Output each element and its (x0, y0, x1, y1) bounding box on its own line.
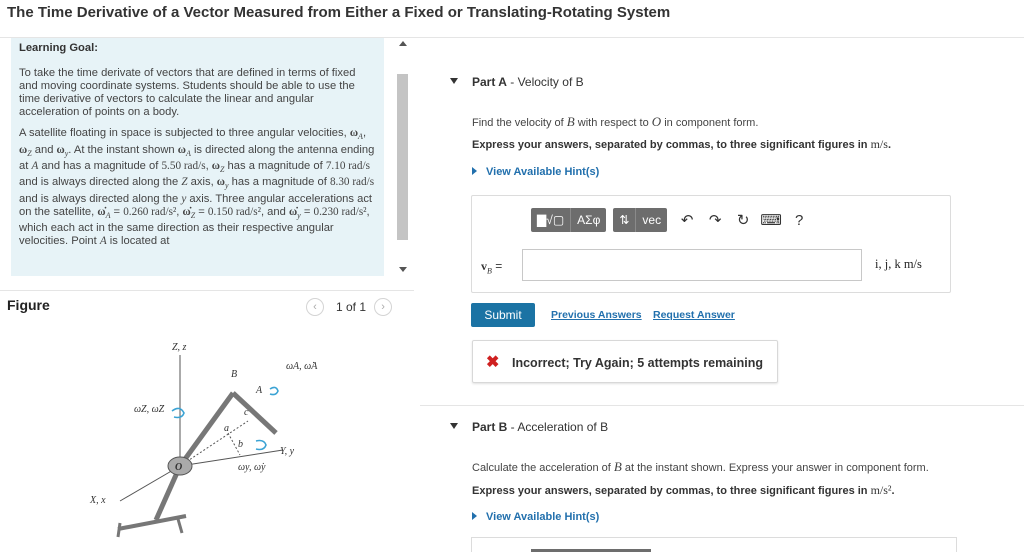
part-b-express: Express your answers, separated by commas, to three significant figures in m/s². (472, 483, 895, 497)
part-divider (420, 405, 1024, 406)
vec-button[interactable]: vec (642, 213, 662, 227)
part-b-hint-link[interactable]: View Available Hint(s) (472, 511, 599, 523)
part-a-express: Express your answers, separated by commas, to three significant figures in m/s. (472, 137, 891, 151)
omega-a-value: 5.50 rad/s (161, 160, 206, 173)
answer-unit: i, j, k m/s (875, 257, 922, 271)
page-title: The Time Derivative of a Vector Measured from Either a Fixed or Translating-Rotating System (7, 4, 671, 21)
chevron-right-icon[interactable]: › (374, 298, 392, 316)
answer-input[interactable] (522, 249, 862, 281)
panel-divider (0, 290, 414, 291)
collapse-triangle-icon[interactable] (450, 423, 458, 429)
learning-goal-heading: Learning Goal: (19, 42, 98, 54)
goal-scrollbar[interactable] (396, 38, 410, 276)
caret-right-icon (472, 512, 477, 520)
antenna-arm (233, 393, 276, 433)
scroll-thumb[interactable] (397, 74, 408, 240)
chevron-left-icon[interactable]: ‹ (306, 298, 324, 316)
error-x-icon: ✖ (486, 354, 500, 371)
feedback-box (472, 340, 778, 383)
request-answer-link[interactable]: Request Answer (653, 309, 735, 321)
alpha-a-value: 0.260 rad/s² (123, 205, 177, 218)
answer-label: $v_B$ = (481, 259, 503, 276)
dim-a-label: a (224, 423, 229, 434)
satellite-figure (78, 333, 338, 538)
part-b-header[interactable]: Part B - Acceleration of B (450, 420, 608, 434)
dim-c-label: c (244, 407, 249, 418)
part-a-instruction: Find the velocity of B with respect to O in component form. (472, 114, 759, 129)
omega-z-label: ωZ, ω̇Z (134, 404, 165, 415)
scroll-up-icon[interactable] (399, 41, 407, 46)
z-axis-label: Z, z (172, 342, 187, 353)
sort-button[interactable]: ⇅ (613, 208, 636, 232)
y-axis-line (180, 450, 283, 466)
part-a-hint-link[interactable]: View Available Hint(s) (472, 166, 599, 178)
lower-tick (178, 519, 182, 533)
undo-icon[interactable]: ↶ (680, 212, 694, 229)
problem-statement: A satellite floating in space is subjected to three angular velocities, $\omega_A$, $\omega_Z$ and $\omega_y$. At the instant shown $\omega_A$ is directed along the antenna ending at A and has a magnitude of 5.50 rad/s, $\omega_Z$ has a magnitude of 7.10 rad/s and is always directed along the Z axis, $\omega_y$ has a magnitude of 8.30 rad/s and is always directed along the y axis. Three angular accelerations act on the satellite, $\omegȧ_A = 0.260$ rad/s², $\omegȧ_Z = 0.150$ rad/s², and $\omegȧ_y = 0.230$ rad/s², which each act in the same direction as their respective angular velocities. Point A is located at (19, 127, 375, 248)
reset-icon[interactable]: ↻ (736, 212, 750, 229)
x-axis-label: X, x (90, 495, 106, 506)
omega-z-value: 7.10 rad/s (325, 160, 370, 173)
origin-label: O (175, 462, 183, 473)
lower-tick-2 (118, 523, 120, 537)
previous-answers-link[interactable]: Previous Answers (551, 309, 642, 321)
scroll-down-icon[interactable] (399, 267, 407, 272)
part-b-instruction: Calculate the acceleration of B at the instant shown. Express your answer in component form. (472, 459, 929, 474)
page-count: 1 of 1 (336, 300, 367, 314)
lower-bar (118, 516, 186, 529)
y-axis-label: Y, y (280, 446, 295, 457)
figure-label: Figure (7, 297, 50, 313)
redo-icon[interactable]: ↷ (708, 212, 722, 229)
feedback-text: Incorrect; Try Again; 5 attempts remaining (512, 356, 763, 370)
omega-y-label: ωy, ω̇y (238, 462, 266, 473)
greek-button[interactable]: ΑΣφ (577, 213, 601, 227)
part-a-header[interactable]: Part A - Velocity of B (450, 75, 584, 89)
math-toolbar (531, 208, 814, 232)
toolbar-group (531, 208, 606, 232)
learning-goal-intro: To take the time derivate of vectors that are defined in terms of fixed and moving coordinate systems. Students should be able to use the time derivative of vectors to calculate the linear and angular acceleration of points on a body. (19, 67, 356, 119)
omega-z-arrow-icon (172, 408, 184, 417)
omega-y-value: 8.30 rad/s (329, 176, 375, 189)
caret-right-icon (472, 167, 477, 175)
alpha-y-value: 0.230 rad/s² (313, 205, 367, 218)
help-button[interactable]: ? (794, 211, 804, 229)
keyboard-icon[interactable]: ⌨ (760, 212, 782, 229)
omega-a-label: ωA, ω̇A (286, 361, 318, 372)
omega-a-arrow-icon (270, 387, 278, 394)
dim-b-label: b (238, 439, 243, 450)
figure-pager (306, 298, 392, 316)
submit-button[interactable]: Submit (471, 303, 535, 327)
alpha-z-value: 0.150 rad/s² (207, 205, 261, 218)
toolbar-group-2 (613, 208, 667, 232)
point-b-label: B (231, 369, 238, 380)
learning-goal-panel (11, 38, 384, 276)
collapse-triangle-icon[interactable] (450, 78, 458, 84)
omega-y-arrow-icon (256, 441, 266, 450)
templates-button[interactable]: ▇√▢ (531, 208, 571, 232)
point-a-label: A (256, 385, 263, 396)
